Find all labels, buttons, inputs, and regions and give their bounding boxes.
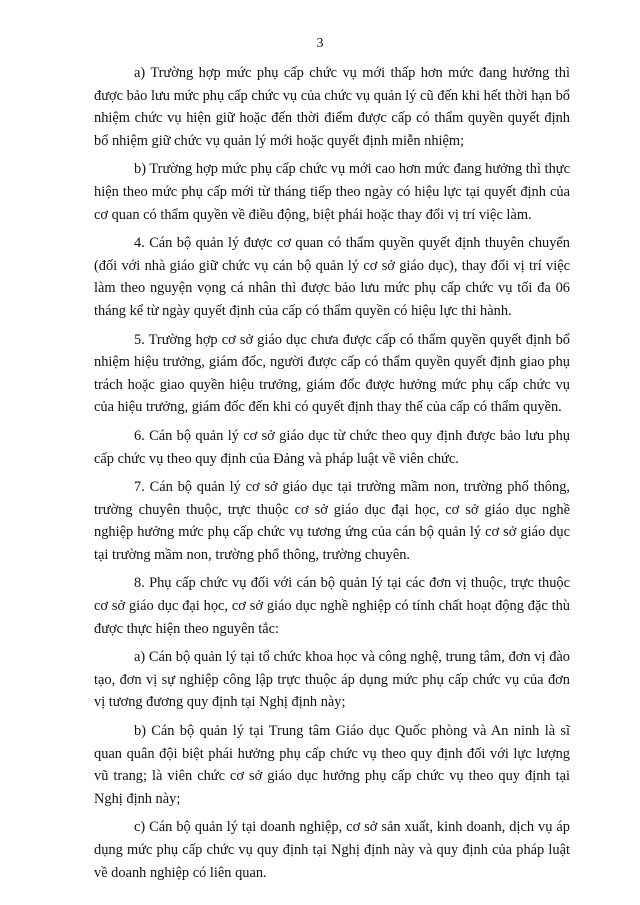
paragraph-3a: a) Trường hợp mức phụ cấp chức vụ mới thấp hơn mức đang hưởng thì được bảo lưu mức phụ cấp chức vụ của chức vụ quản lý cũ đến khi hết thời hạn bổ nhiệm chức vụ hiện giữ hoặc đến thời điểm được cấp có thẩm quyền quyết định bổ nhiệm giữ chức vụ quản lý mới hoặc quyết định miễn nhiệm; (94, 65, 570, 149)
paragraph-8: 8. Phụ cấp chức vụ đối với cán bộ quản lý tại các đơn vị thuộc, trực thuộc cơ sở giáo dục đại học, cơ sở giáo dục nghề nghiệp có tính chất hoạt động đặc thù được thực hiện theo nguyên tắc: (94, 575, 570, 637)
paragraph-5: 5. Trường hợp cơ sở giáo dục chưa được cấp có thẩm quyền quyết định bổ nhiệm hiệu trưởng, giám đốc, người được cấp có thẩm quyền quyết định giao phụ trách hoặc giao quyền hiệu trưởng, giám đốc được hưởng mức phụ cấp chức vụ của hiệu trưởng, giám đốc đến khi có quyết định thay thế của cấp có thẩm quyền. (94, 331, 570, 416)
paragraph-8a: a) Cán bộ quản lý tại tổ chức khoa học và công nghệ, trung tâm, đơn vị đào tạo, đơn vị sự nghiệp công lập trực thuộc áp dụng mức phụ cấp chức vụ của đơn vị tương đương quy định tại Nghị định này; (94, 649, 570, 711)
paragraph-6: 6. Cán bộ quản lý cơ sở giáo dục từ chức theo quy định được bảo lưu phụ cấp chức vụ theo quy định của Đảng và pháp luật về viên chức. (94, 427, 570, 467)
document-body (94, 62, 570, 890)
page-number: 3 (316, 36, 324, 51)
paragraph-4: 4. Cán bộ quản lý được cơ quan có thẩm quyền quyết định thuyên chuyển (đối với nhà giáo giữ chức vụ cán bộ quản lý cơ sở giáo dục), thay đổi vị trí việc làm theo nguyện vọng cá nhân thì được bảo lưu mức phụ cấp chức vụ tối đa 06 tháng kể từ ngày quyết định của cấp có thẩm quyền có hiệu lực thi hành. (94, 235, 570, 319)
paragraph-3b: b) Trường hợp mức phụ cấp chức vụ mới cao hơn mức đang hưởng thì thực hiện theo mức phụ cấp mới từ tháng tiếp theo ngày có hiệu lực tại quyết định của cơ quan có thẩm quyền về điều động, biệt phái hoặc thay đổi vị trí việc làm. (94, 161, 570, 223)
paragraph-8b: b) Cán bộ quản lý tại Trung tâm Giáo dục Quốc phòng và An ninh là sĩ quan quân đội biệt phái hưởng phụ cấp chức vụ theo quy định đối với lực lượng vũ trang; là viên chức cơ sở giáo dục hưởng phụ cấp chức vụ theo quy định tại Nghị định này; (94, 723, 570, 807)
paragraph-8c: c) Cán bộ quản lý tại doanh nghiệp, cơ sở sản xuất, kinh doanh, dịch vụ áp dụng mức phụ cấp chức vụ quy định tại Nghị định này và quy định của pháp luật về doanh nghiệp có liên quan. (94, 819, 570, 881)
paragraph-7: 7. Cán bộ quản lý cơ sở giáo dục tại trường mầm non, trường phổ thông, trường chuyên thuộc, trực thuộc cơ sở giáo dục đại học, cơ sở giáo dục nghề nghiệp hưởng mức phụ cấp chức vụ tương ứng của cán bộ quản lý cơ sở giáo dục tại trường mầm non, trường phổ thông, trường chuyên. (94, 479, 570, 563)
